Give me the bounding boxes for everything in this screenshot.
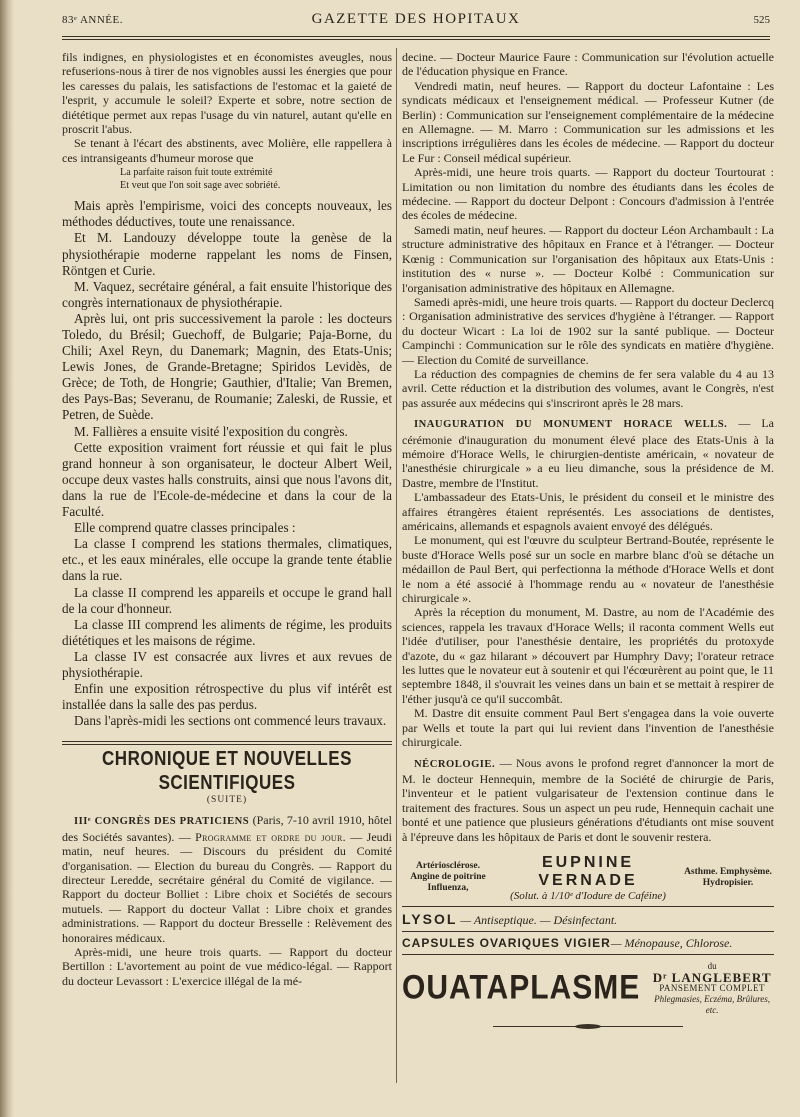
paragraph: L'ambassadeur des Etats-Unis, le président du conseil et le ministre des affaires étrangères étaient représentés. Les associations de dentistes, américains, allemands et espagnols avaient envoyé des délégués.: [402, 490, 774, 533]
verse-line: Et veut que l'on soit sage avec sobriété.: [120, 180, 281, 192]
ad-center: [494, 854, 682, 902]
ad-divider: [402, 906, 774, 907]
paragraph: Enfin une exposition rétrospective du plus vif intérêt est installée dans la salle des pas perdus.: [62, 681, 392, 713]
left-column: [62, 50, 392, 988]
ad-doctor: Dʳ LANGLEBERT: [652, 969, 772, 985]
paragraph: Après-midi, une heure trois quarts. — Rapport du docteur Tourtourat : Limitation ou non limitation du nombre des étudiants dans les écoles de médecine. — Rapport du docteur Delpont : Concours d'admission à l'entrée des écoles de médecine.: [402, 165, 774, 223]
paragraph: La classe II comprend les appareils et occupe le grand hall de la cour d'honneur.: [62, 584, 392, 616]
ad-indications-right: Asthme. Emphysème. Hydropisier.: [684, 866, 772, 888]
page-binding-shadow: [0, 0, 14, 1117]
ad-tagline: — Ménopause, Chlorose.: [610, 935, 733, 950]
paragraph: Elle comprend quatre classes principales :: [74, 520, 296, 536]
journal-title: GAZETTE DES HOPITAUX: [311, 11, 521, 27]
ad-formula: (Solut. à 1/10ᵉ d'Iodure de Caféine): [510, 889, 666, 902]
ad-lysol: [402, 911, 774, 928]
paragraph: Samedi après-midi, une heure trois quarts. — Rapport du docteur Declercq : Organisation administrative des services d'hygiène à l'étranger. — Rapport du docteur Wicart : La loi de 1902 sur la santé publique. — Docteur Campinchi : Communication sur le rôle des syndicats en matière d'hygiène. — Election du Comité de surveillance.: [402, 294, 774, 367]
ad-capsules: [402, 936, 774, 951]
section-heading: [62, 741, 392, 805]
paragraph: La classe III comprend les aliments de régime, les produits diététiques et les maisons de régime.: [62, 616, 392, 648]
paragraph: fils indignes, en physiologistes et en économistes aveugles, nous refuserions-nous à tirer de nos vignobles aussi les énergies que pour les caresses du palais, les satisfactions de l'estomac et la gaieté de l'esprit, y accumule le soleil? Experte et sobre, notre section de diététique permet aux repas l'usage du vin naturel, autant qu'elle en proscrit l'abus.: [62, 50, 392, 137]
heading-rule: [62, 744, 392, 745]
header-rule: [62, 36, 770, 37]
paragraph: La classe I comprend les stations thermales, climatiques, etc., et les eaux minérales, elle occupe la grande tente établie dans la rue.: [62, 536, 392, 584]
ad-brand: EUPNINE VERNADE: [538, 853, 638, 889]
paragraph: Après lui, ont pris successivement la parole : les docteurs Toledo, du Brésil; Guechoff, de Bulgarie; Paja-Borne, du Chili; Axel Reyn, du Danemark; Magnin, des Etats-Unis; Lewis Jones, de Grande-Bretagne; Spiridos Levidès, de Grèce; de Toth, de Hongrie; Gauthier, d'Italie; Van Bremen, des Pays-Bas; Severanu, de Roumanie; Zaleski, de Russie, et Petren, de Suède.: [62, 310, 392, 423]
item-lead: NÉCROLOGIE.: [414, 758, 496, 770]
verse-line: La parfaite raison fuit toute extrémité: [120, 167, 273, 179]
column-divider: [396, 48, 397, 1083]
end-ornament: [493, 1026, 683, 1027]
paragraph: Cette exposition vraiment fort réussie et qui fait le plus grand honneur à son organisateur, le docteur Albert Weil, occupe deux vastes halls construits, ainsi que nous l'avons dit, dans la rue de l'Ecole-de-médecine et dans la cour de la Faculté.: [62, 439, 392, 520]
paragraph: [402, 416, 774, 490]
ad-eupnine: [402, 854, 774, 902]
ad-brand: CAPSULES OVARIQUES VIGIER: [402, 935, 611, 950]
paragraph: Après-midi, une heure trois quarts. — Rapport du docteur Bertillon : L'avortement au point de vue médico-légal. — Rapport du docteur Levassort : L'exercice illégal de la mé-: [62, 945, 392, 988]
verse-quote: [62, 166, 392, 192]
ad-du: du: [707, 960, 717, 971]
section-title: CHRONIQUE ET NOUVELLES SCIENTIFIQUES: [102, 747, 352, 795]
paragraph: M. Dastre dit ensuite comment Paul Bert s'engagea dans la voie ouverte par Wells et toute la part qui lui revient dans l'invention de l'anesthésie chirurgicale.: [402, 706, 774, 750]
right-column: [402, 50, 774, 1027]
ad-brand: OUATAPLASME: [402, 968, 641, 1007]
section-subtitle: (SUITE): [206, 795, 248, 806]
item-subhead: Programme et ordre du jour.: [195, 829, 346, 844]
item-text: — Jeudi matin, neuf heures. — Discours du président du Comité d'organisation. — Election du bureau du Congrès. — Rapport du directeur Leredde, secrétaire général du Comité de vigilance. — Rapport du docteur Bolliet : Libre choix et Sociétés de secours mutuels. — Rapport du docteur Vallat : Libre choix et grandes administrations. — Rapport du docteur Bresselle : Relèvement des honoraires médicaux.: [62, 829, 392, 945]
ad-ouataplasme: [402, 961, 774, 1016]
paragraph: Le monument, qui est l'œuvre du sculpteur Bertrand-Boutée, représente le buste d'Horace Wells posé sur un socle en marbre blanc d'où se détache un médaillon de Paul Bert, qui perfectionna la méthode d'Horace Wells et dont le nom a été associé à l'hommage rendu au « novateur de l'anesthésie chirurgicale ».: [402, 533, 774, 606]
page-number: 525: [753, 14, 770, 26]
ad-divider: [402, 954, 774, 955]
item-text: — La cérémonie d'inauguration du monument élevé place des Etats-Unis à la mémoire d'Horace Wells, le chirurgien-dentiste américain, « novateur de l'anesthésie chirurgicale » a eu lieu dimanche, sous la présidence de M. Dastre, membre de l'Institut.: [402, 416, 774, 490]
heading-rule: [62, 741, 392, 742]
ad-product: PANSEMENT COMPLET: [659, 982, 765, 993]
paragraph: La réduction des compagnies de chemins de fer sera valable du 4 au 13 avril. Cette réduction et la distribution des volumes, avant le Congrès, n'est pas assurée aux médecins qui s'inscriront après le 28 mars.: [402, 366, 774, 410]
ad-divider: [402, 931, 774, 932]
paragraph: Se tenant à l'écart des abstinents, avec Molière, elle rappellera à ces intransigeants d'humeur morose que: [62, 136, 392, 165]
item-text: — Nous avons le profond regret d'annoncer la mort de M. le docteur Hennequin, membre de la Société de chirurgie de Paris, l'inventeur et le patient vulgarisateur de l'extension continue dans le traitement des fractures. Sous un aspect un peu rude, Hennequin cachait une bonté et une patience que plusieurs générations d'étudiants ont mise souvent à l'épreuve dans les hôpitaux de Paris et dont le souvenir restera.: [402, 755, 774, 844]
paragraph: Après la réception du monument, M. Dastre, au nom de l'Académie des sciences, rappela les travaux d'Horace Wells; il raconta comment Wells eut l'idée d'utiliser, pour l'anesthésie dentaire, les propriétés du protoxyde d'azote, du « gaz hilarant » découvert par Humphry Davy; l'orateur retrace les luttes que le novateur eut à soutenir et qui l'écœurèrent au point que, le 11 septembre 1848, il s'ouvrait les veines dans un bain et se mettait à respirer de l'éther jusqu'à ce qu'il succombât.: [402, 605, 774, 706]
ad-info: [650, 961, 774, 1016]
page-header: [62, 11, 770, 34]
ad-brand: LYSOL: [402, 910, 458, 927]
paragraph: [402, 756, 774, 844]
ad-indications: Phlegmasies, Eczéma, Brûlures, etc.: [654, 993, 771, 1015]
item-lead: IIIᵉ CONGRÈS DES PRATICIENS: [74, 816, 250, 828]
paragraph: Mais après l'empirisme, voici des concepts nouveaux, les méthodes déductives, toute une renaissance.: [62, 198, 392, 230]
paragraph: Vendredi matin, neuf heures. — Rapport du docteur Lafontaine : Les syndicats médicaux et l'enseignement médical. — Professeur Kutner (de Berlin) : Communication sur l'enseignement complémentaire de la médecine en Allemagne. — M. Marro : Communication sur les admissions et les inscriptions irrégulières dans les écoles de médecine. — Rapport du docteur Le Fur : Conseil médical supérieur.: [402, 78, 774, 165]
volume-label: 83ᵉ ANNÉE.: [62, 14, 123, 26]
ad-indications-left: Artériosclérose. Angine de poitrine Influenza,: [410, 861, 486, 894]
item-lead: INAUGURATION DU MONUMENT HORACE WELLS.: [414, 419, 728, 431]
paragraph: Dans l'après-midi les sections ont commencé leurs travaux.: [74, 713, 387, 729]
item-text: (Paris, 7-10 avril 1910, hôtel des Sociétés savantes). —: [62, 813, 392, 844]
paragraph: decine. — Docteur Maurice Faure : Communication sur l'évolution actuelle de l'éducation physique en France.: [402, 50, 774, 79]
ad-tagline: — Antiseptique. — Désinfectant.: [460, 912, 618, 927]
paragraph: M. Fallières a ensuite visité l'exposition du congrès.: [74, 423, 348, 439]
paragraph: La classe IV est consacrée aux livres et aux revues de physiothérapie.: [62, 648, 392, 680]
paragraph: Samedi matin, neuf heures. — Rapport du docteur Léon Archambault : La structure administrative des hôpitaux en France et à l'étranger. — Docteur Kœnig : Communication sur l'organisation des hôpitaux aux Etats-Unis : institution des « nurse ». — Docteur Kolbé : Communication sur l'organisation administrative des hôpitaux en Allemagne.: [402, 222, 774, 295]
header-rule-double: [62, 39, 770, 40]
paragraph: [62, 813, 392, 945]
paragraph: M. Vaquez, secrétaire général, a fait ensuite l'historique des congrès internationaux de physiothérapie.: [62, 278, 392, 310]
paragraph: Et M. Landouzy développe toute la genèse de la physiothérapie moderne rappelant les noms de Finsen, Röntgen et Curie.: [62, 230, 392, 278]
